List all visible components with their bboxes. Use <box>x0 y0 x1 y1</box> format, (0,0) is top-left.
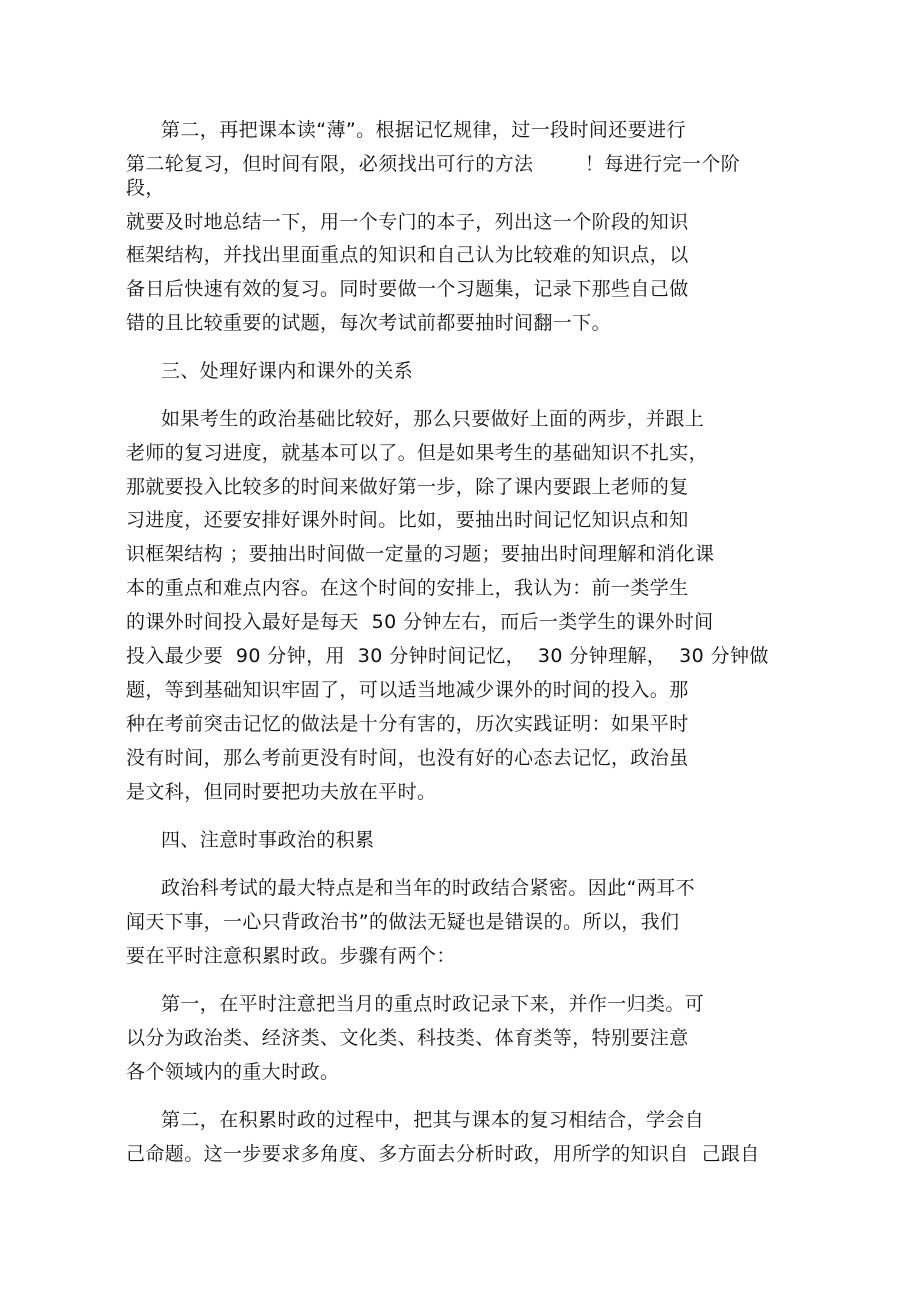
paragraph-line: 错的且比较重要的试题，每次考试前都要抽时间翻一下。 <box>126 312 612 334</box>
paragraph-line: 第一，在平时注意把当月的重点时政记录下来，并作一归类。可 <box>161 993 705 1015</box>
paragraph-line: 段， <box>126 177 165 199</box>
paragraph-line: 的课外时间投入最好是每天 50 分钟左右，而后一类学生的课外时间 <box>126 611 714 633</box>
paragraph-line: 如果考生的政治基础比较好，那么只要做好上面的两步，并跟上 <box>161 408 705 430</box>
paragraph-line: 要在平时注意积累时政。步骤有两个： <box>126 945 456 967</box>
paragraph-line: 题，等到基础知识牢固了，可以适当地减少课外的时间的投入。那 <box>126 679 689 701</box>
paragraph-line: 没有时间，那么考前更没有时间，也没有好的心态去记忆，政治虽 <box>126 747 689 769</box>
paragraph-line: 各个领域内的重大时政。 <box>126 1061 340 1083</box>
paragraph-line: 本的重点和难点内容。在这个时间的安排上，我认为：前一类学生 <box>126 577 689 599</box>
paragraph-line: 习进度，还要安排好课外时间。比如，要抽出时间记忆知识点和知 <box>126 509 689 531</box>
paragraph-line: 识框架结构 ；要抽出时间做一定量的习题；要抽出时间理解和消化课 <box>126 543 715 565</box>
paragraph-line: 闻天下事，一心只背政治书”的做法无疑也是错误的。所以，我们 <box>126 911 680 933</box>
paragraph-line: 老师的复习进度，就基本可以了。但是如果考生的基础知识不扎实， <box>126 442 709 464</box>
paragraph-line: 政治科考试的最大特点是和当年的时政结合紧密。因此“两耳不 <box>161 877 696 899</box>
paragraph-line: 框架结构，并找出里面重点的知识和自己认为比较难的知识点，以 <box>126 244 689 266</box>
paragraph-line: 就要及时地总结一下，用一个专门的本子，列出这一个阶段的知识 <box>126 211 689 233</box>
paragraph-line: 己命题。这一步要求多角度、多方面去分析时政，用所学的知识自 己跟自 <box>126 1143 760 1165</box>
paragraph-line: 那就要投入比较多的时间来做好第一步，除了课内要跟上老师的复 <box>126 476 689 498</box>
section-heading: 三、处理好课内和课外的关系 <box>161 360 414 382</box>
paragraph-line: 种在考前突击记忆的做法是十分有害的，历次实践证明：如果平时 <box>126 713 689 735</box>
paragraph-line: 是文科，但同时要把功夫放在平时。 <box>126 781 437 803</box>
paragraph-line: 第二，在积累时政的过程中，把其与课本的复习相结合，学会自 <box>161 1109 705 1131</box>
paragraph-line: 第二轮复习，但时间有限，必须找出可行的方法 ！每进行完一个阶 <box>126 153 741 175</box>
section-heading: 四、注意时事政治的积累 <box>161 829 375 851</box>
paragraph-line: 备日后快速有效的复习。同时要做一个习题集，记录下那些自己做 <box>126 278 689 300</box>
paragraph-line: 以分为政治类、经济类、文化类、科技类、体育类等，特别要注意 <box>126 1027 689 1049</box>
paragraph-line: 投入最少要 90 分钟，用 30 分钟时间记忆， 30 分钟理解， 30 分钟做 <box>126 645 769 667</box>
paragraph-line: 第二，再把课本读“薄”。根据记忆规律，过一段时间还要进行 <box>161 119 686 141</box>
